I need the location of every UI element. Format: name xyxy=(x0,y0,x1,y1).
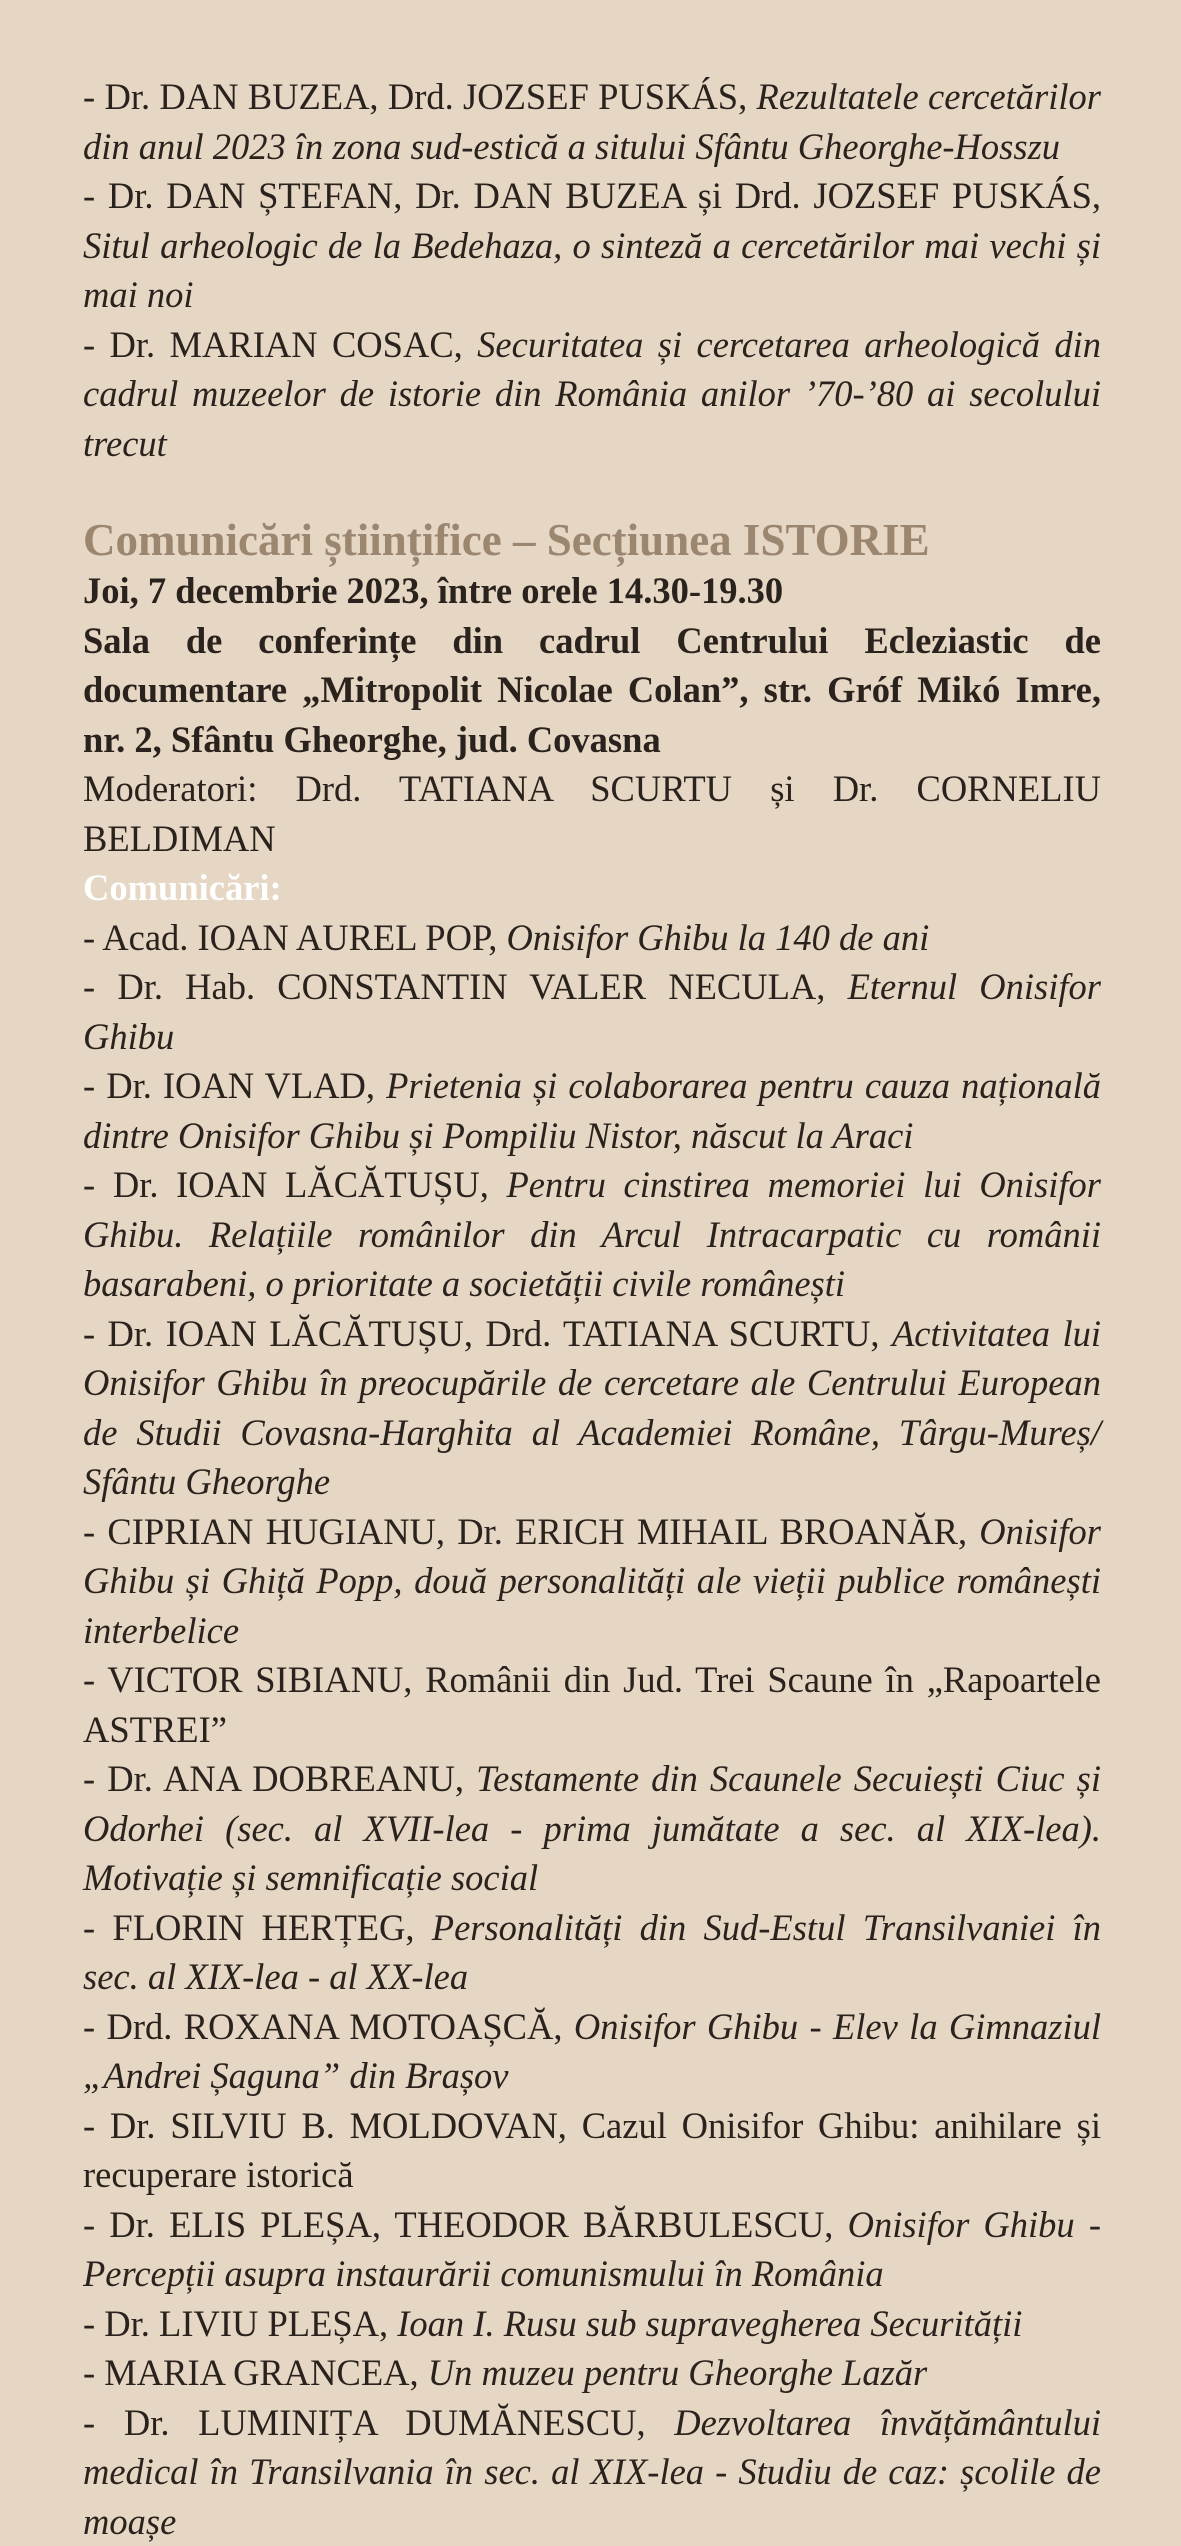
list-item: - Dr. ANA DOBREANU, Testamente din Scaunele Secuiești Ciuc și Odorhei (sec. al XVII-lea - prima jumătate a sec. al XIX-lea). Motivație și semnificație social xyxy=(83,1754,1101,1903)
list-item: - Dr. LUMINIȚA DUMĂNESCU, Dezvoltarea învățământului medical în Transilvania în sec. al XIX-lea - Studiu de caz: școlile de moașe xyxy=(83,2398,1101,2546)
list-item: - FLORIN HERȚEG, Personalități din Sud-Estul Transilvaniei în sec. al XIX-lea - al XX-lea xyxy=(83,1903,1101,2002)
list-item: - Dr. DAN ȘTEFAN, Dr. DAN BUZEA și Drd. JOZSEF PUSKÁS, Situl arheologic de la Bedehaza, o sinteză a cercetărilor mai vechi și mai noi xyxy=(83,171,1101,320)
list-item: - Dr. DAN BUZEA, Drd. JOZSEF PUSKÁS, Rezultatele cercetărilor din anul 2023 în zona sud-estică a sitului Sfântu Gheorghe-Hosszu xyxy=(83,72,1101,171)
section-title: Comunicări științifice – Secțiunea ISTORIE xyxy=(83,514,1101,566)
moderators: Moderatori: Drd. TATIANA SCURTU și Dr. CORNELIU BELDIMAN xyxy=(83,764,1101,863)
list-item: - Dr. IOAN LĂCĂTUȘU, Pentru cinstirea memoriei lui Onisifor Ghibu. Relațiile românilor din Arcul Intracarpatic cu românii basarabeni, o prioritate a societății civile românești xyxy=(83,1160,1101,1309)
list-item: - Dr. LIVIU PLEȘA, Ioan I. Rusu sub supravegherea Securității xyxy=(83,2299,1101,2349)
session-venue: Sala de conferințe din cadrul Centrului Ecleziastic de documentare „Mitropolit Nicolae Colan”, str. Gróf Mikó Imre, nr. 2, Sfântu Gheorghe, jud. Covasna xyxy=(83,616,1101,765)
communications-list xyxy=(83,913,1101,2546)
list-item: - VICTOR SIBIANU, Românii din Jud. Trei Scaune în „Rapoartele ASTREI” xyxy=(83,1655,1101,1754)
top-entries xyxy=(83,72,1101,468)
session-date: Joi, 7 decembrie 2023, între orele 14.30-19.30 xyxy=(83,566,1101,616)
list-item: - Dr. IOAN VLAD, Prietenia și colaborarea pentru cauza națională dintre Onisifor Ghibu și Pompiliu Nistor, născut la Araci xyxy=(83,1061,1101,1160)
list-item: - Dr. SILVIU B. MOLDOVAN, Cazul Onisifor Ghibu: anihilare și recuperare istorică xyxy=(83,2101,1101,2200)
list-item: - Acad. IOAN AUREL POP, Onisifor Ghibu la 140 de ani xyxy=(83,913,1101,963)
list-item: - MARIA GRANCEA, Un muzeu pentru Gheorghe Lazăr xyxy=(83,2348,1101,2398)
list-item: - Dr. Hab. CONSTANTIN VALER NECULA, Eternul Onisifor Ghibu xyxy=(83,962,1101,1061)
list-item: - Dr. ELIS PLEȘA, THEODOR BĂRBULESCU, Onisifor Ghibu - Percepții asupra instaurării comunismului în România xyxy=(83,2200,1101,2299)
list-item: - CIPRIAN HUGIANU, Dr. ERICH MIHAIL BROANĂR, Onisifor Ghibu și Ghiță Popp, două personalități ale vieții publice românești interbelice xyxy=(83,1507,1101,1656)
communications-label: Comunicări: xyxy=(83,863,1101,913)
list-item: - Drd. ROXANA MOTOAȘCĂ, Onisifor Ghibu - Elev la Gimnaziul „Andrei Șaguna” din Brașov xyxy=(83,2002,1101,2101)
list-item: - Dr. MARIAN COSAC, Securitatea și cercetarea arheologică din cadrul muzeelor de istorie din România anilor ’70-’80 ai secolului trecut xyxy=(83,320,1101,469)
list-item: - Dr. IOAN LĂCĂTUȘU, Drd. TATIANA SCURTU, Activitatea lui Onisifor Ghibu în preocupările de cercetare ale Centrului European de Studii Covasna-Harghita al Academiei Române, Târgu-Mureș/ Sfântu Gheorghe xyxy=(83,1309,1101,1507)
